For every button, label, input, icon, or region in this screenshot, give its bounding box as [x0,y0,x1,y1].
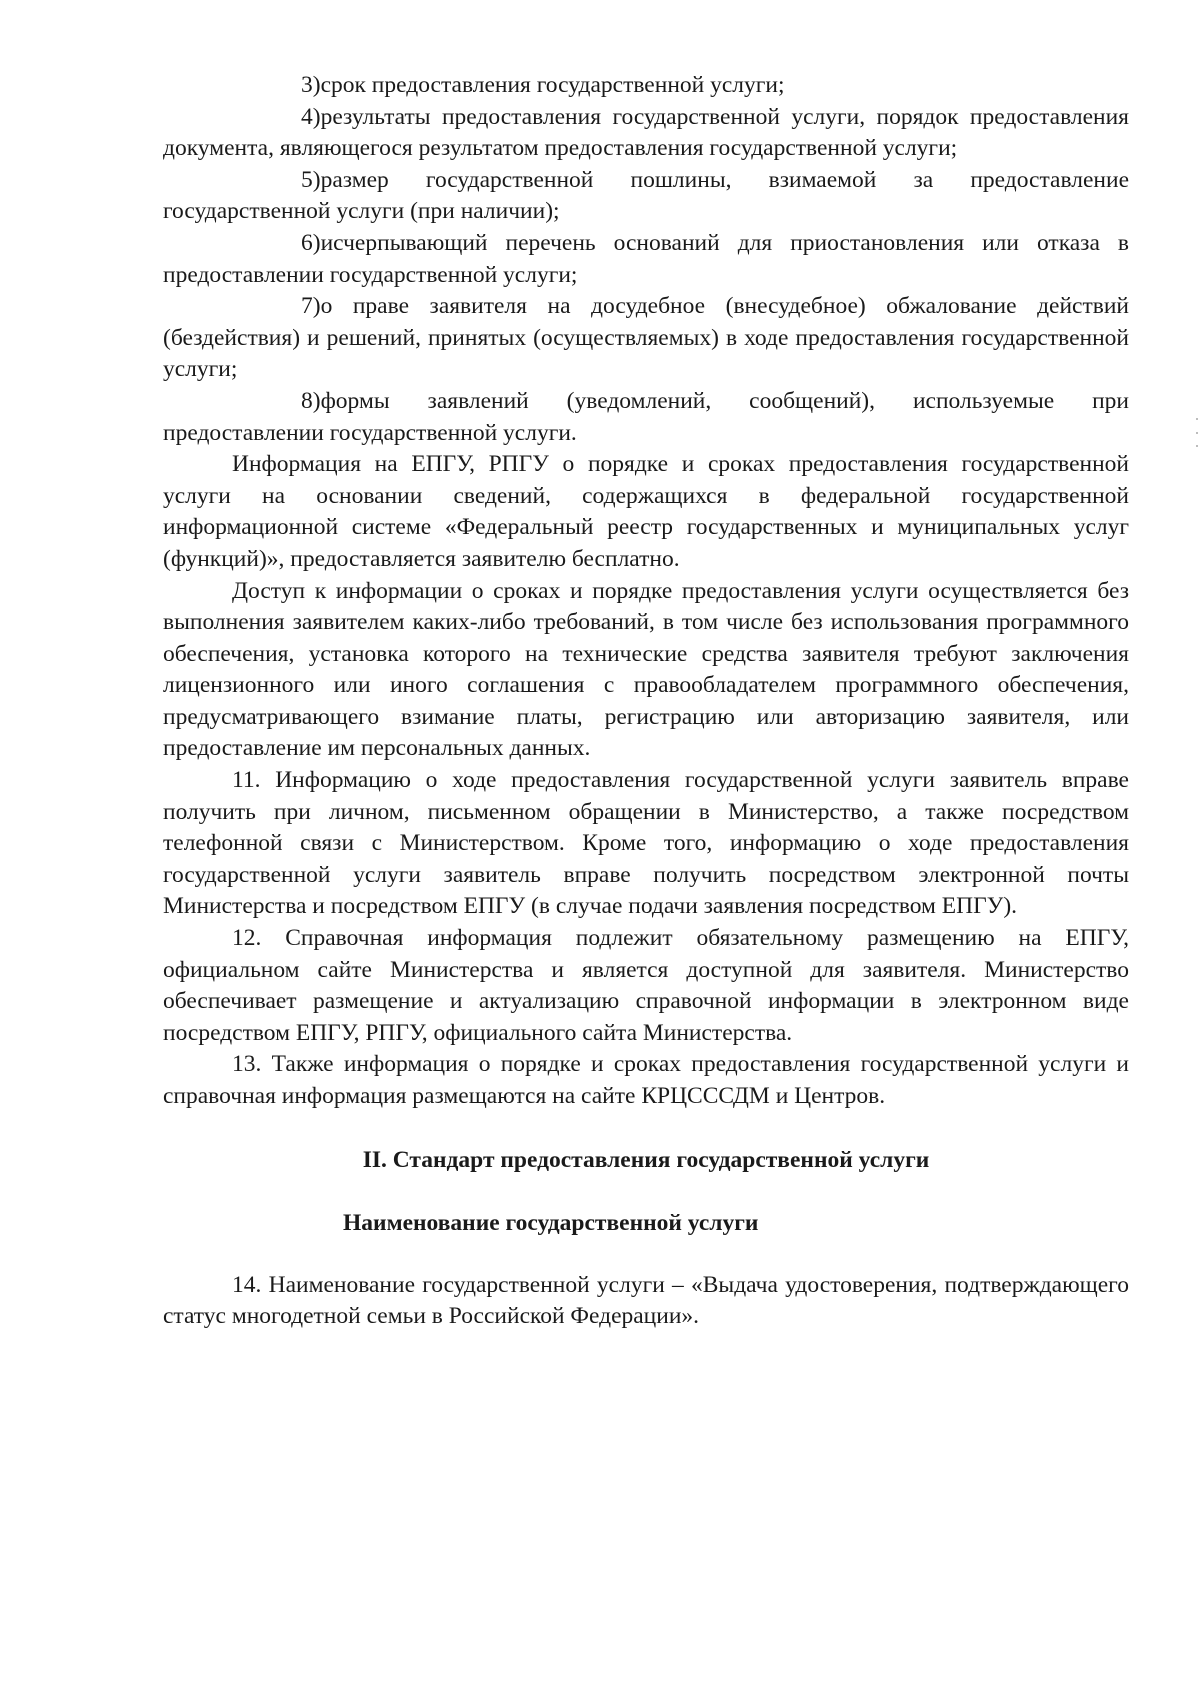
paragraph-13: 13. Также информация о порядке и сроках предоставления государственной услуги и справочная информация размещаются на сайте КРЦСССДМ и Центров. [163,1051,1129,1109]
list-text: срок предоставления государственной услуги; [320,72,785,98]
list-number: 8) [301,387,321,414]
list-number: 5) [301,166,321,193]
document-body [163,70,1129,1333]
list-number: 7) [301,293,321,320]
list-item-6 [163,228,1129,291]
list-text: о праве заявителя на досудебное (внесудебное) обжалование действий (бездействия) и решений, принятых (осуществляемых) в ходе предоставления государственной услуги; [163,293,1129,383]
list-item-7 [163,291,1129,386]
list-item-5 [163,165,1129,228]
list-text: исчерпывающий перечень оснований для приостановления или отказа в предоставлении государственной услуги; [163,229,1129,288]
list-number: 4) [301,103,321,130]
scan-dot [1196,418,1198,420]
list-number: 6) [301,229,321,256]
list-item-3 [163,70,1129,102]
list-item-4 [163,102,1129,165]
scan-dot [1196,445,1198,447]
paragraph-12: 12. Справочная информация подлежит обязательному размещению на ЕПГУ, официальном сайте Министерства и является доступной для заявителя. Министерство обеспечивает размещение и актуализацию справочной информации в электронном виде посредством ЕПГУ, РПГУ, официального сайта Министерства. [163,925,1129,1046]
list-text: результаты предоставления государственной услуги, порядок предоставления документа, являющегося результатом предоставления государственной услуги; [163,103,1129,162]
list-item-8 [163,386,1129,449]
subsection-heading: Наименование государственной услуги [343,1210,759,1237]
paragraph-info-epgu: Информация на ЕПГУ, РПГУ о порядке и сроках предоставления государственной услуги на основании сведений, содержащихся в федеральной государственной информационной системе «Федеральный реестр государственных и муниципальных услуг (функций)», предоставляется заявителю бесплатно. [163,451,1129,572]
paragraph-11: 11. Информацию о ходе предоставления государственной услуги заявитель вправе получить при личном, письменном обращении в Министерство, а также посредством телефонной связи с Министерством. Кроме того, информацию о ходе предоставления государственной услуги заявитель вправе получить посредством электронной почты Министерства и посредством ЕПГУ (в случае подачи заявления посредством ЕПГУ). [163,767,1129,920]
list-text: размер государственной пошлины, взимаемой за предоставление государственной услуги (при наличии); [163,166,1129,225]
section-heading: II. Стандарт предоставления государственной услуги [362,1146,930,1173]
paragraph-14: 14. Наименование государственной услуги – «Выдача удостоверения, подтверждающего статус многодетной семьи в Российской Федерации». [163,1271,1129,1330]
list-number: 3) [301,72,321,98]
list-text: формы заявлений (уведомлений, сообщений), используемые при предоставлении государственной услуги. [163,387,1129,446]
scan-dot [1196,432,1198,434]
scan-margin-marks [1196,418,1198,448]
paragraph-access: Доступ к информации о сроках и порядке предоставления услуги осуществляется без выполнения заявителем каких-либо требований, в том числе без использования программного обеспечения, установка которого на технические средства заявителя требуют заключения лицензионного или иного соглашения с правообладателем программного обеспечения, предусматривающего взимание платы, регистрацию или авторизацию заявителя, или предоставление им персональных данных. [163,577,1129,762]
